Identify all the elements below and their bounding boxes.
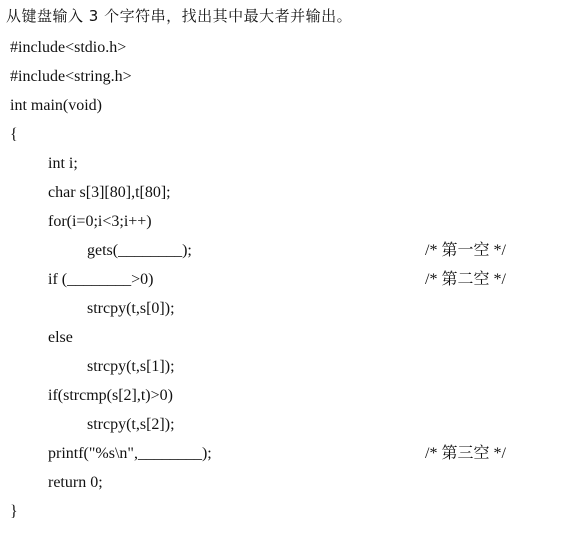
code-line-main-signature: int main(void) [10,97,102,114]
code-line-for-loop: for(i=0;i<3;i++) [48,213,152,230]
code-line-include-string: #include<string.h> [10,68,132,85]
code-line-strcpy-0: strcpy(t,s[0]); [87,300,175,317]
comment-blank-2: /* 第二空 */ [425,271,506,288]
comment-blank-1: /* 第一空 */ [425,242,506,259]
code-line-include-stdio: #include<stdio.h> [10,39,127,56]
code-line-else: else [48,329,73,346]
code-line-if-strcmp: if(strcmp(s[2],t)>0) [48,387,173,404]
comment-blank-3: /* 第三空 */ [425,445,506,462]
code-line-close-brace: } [10,503,18,520]
code-line-open-brace: { [10,126,18,143]
code-line-int-decl: int i; [48,155,78,172]
code-line-strcpy-2: strcpy(t,s[2]); [87,416,175,433]
code-line-char-decl: char s[3][80],t[80]; [48,184,171,201]
code-line-if-blank: if (________>0) [48,271,154,288]
question-text: 从键盘输入 3 个字符串，找出其中最大者并输出。 [6,7,353,25]
code-line-return: return 0; [48,474,103,491]
code-line-gets-blank: gets(________); [87,242,192,259]
code-line-printf-blank: printf("%s\n",________); [48,445,212,462]
code-line-strcpy-1: strcpy(t,s[1]); [87,358,175,375]
